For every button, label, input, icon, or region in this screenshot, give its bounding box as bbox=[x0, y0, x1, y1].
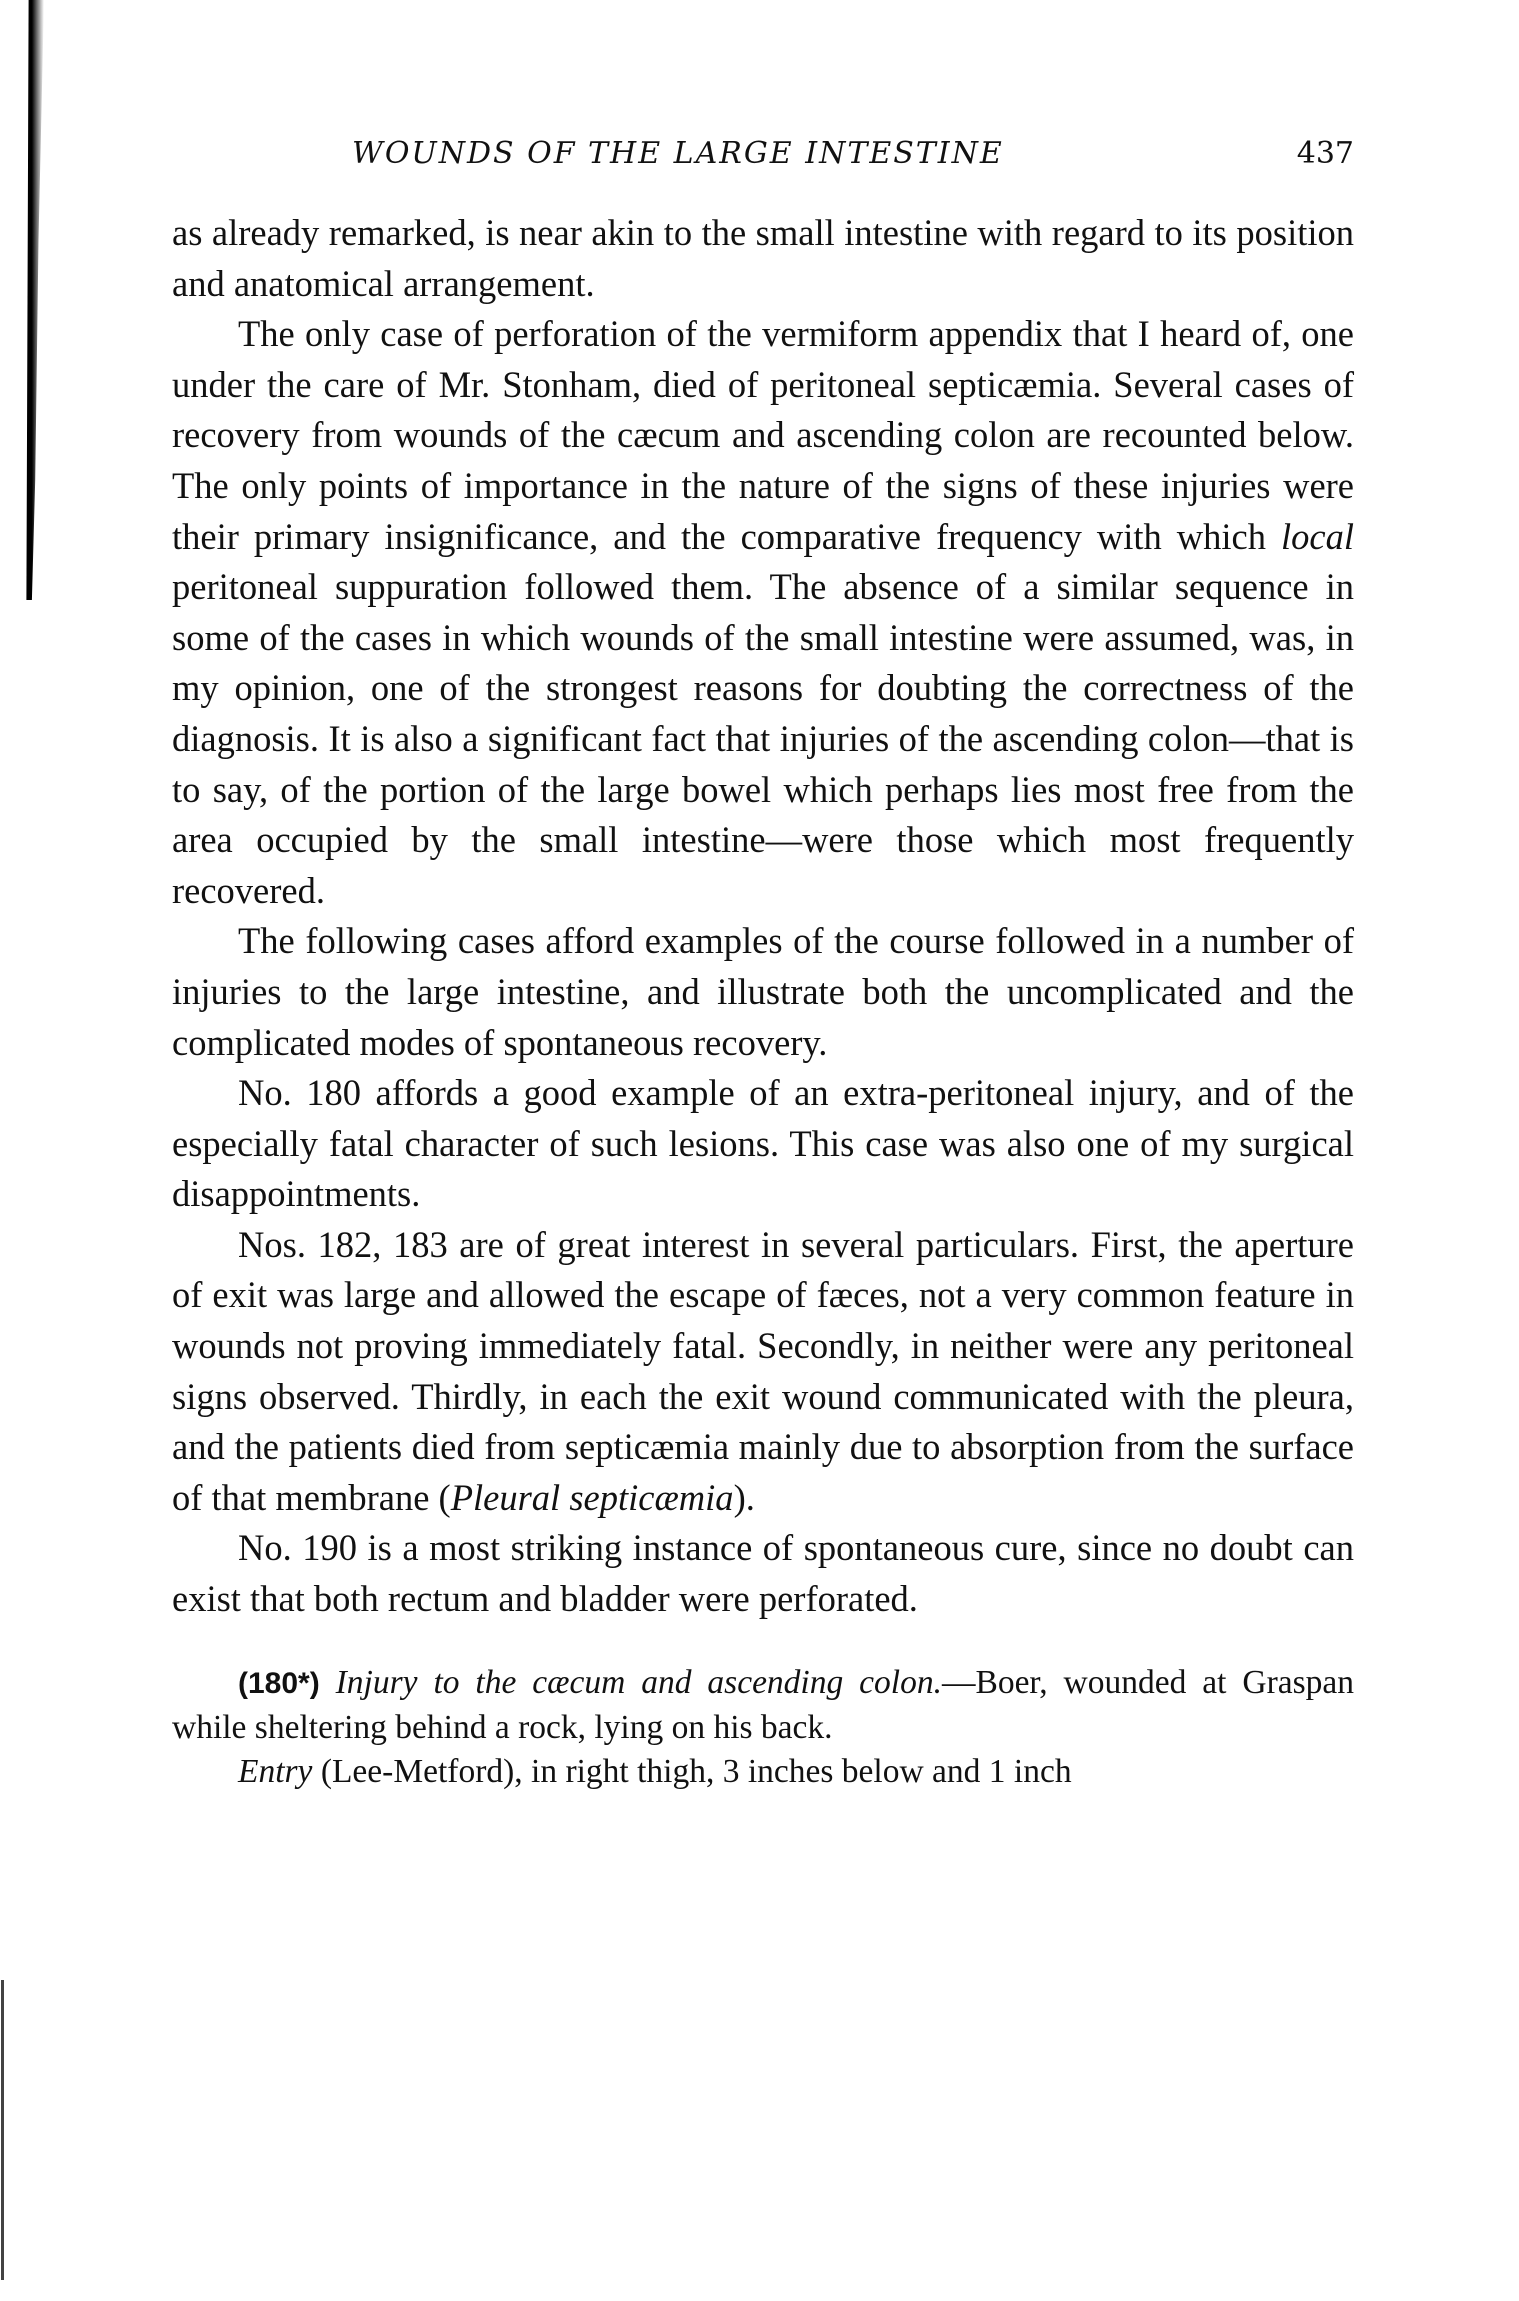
paragraph-no-190: No. 190 is a most striking instance of spontaneous cure, since no doubt can exist that both rectum and bladder were perforated. bbox=[172, 1527, 1354, 1620]
running-header bbox=[172, 120, 1354, 184]
case-number: (180*) bbox=[238, 1666, 320, 1700]
paragraph-following-cases: The following cases afford examples of the course followed in a number of injuries to the large intestine, and illustrate both the uncomplicated and the complicated modes of spontaneous recovery. bbox=[172, 920, 1354, 1063]
case-180-block bbox=[172, 1661, 1354, 1794]
book-page bbox=[172, 120, 1354, 1794]
paragraph-no-180: No. 180 affords a good example of an extra-peritoneal injury, and of the especially fatal character of such lesions. This case was also one of my surgical disappointments. bbox=[172, 1072, 1354, 1215]
paragraph-text: ). bbox=[733, 1476, 755, 1518]
paragraph-appendix-cases bbox=[172, 309, 1354, 916]
paragraph-text: peritoneal suppuration followed them. The absence of a similar sequence in some of the cases in which wounds of the small intestine were assumed, was, in my opinion, one of the strongest reasons for doubting the correctness of the diagnosis. It is also a significant fact that injuries of the ascending colon—that is to say, of the portion of the large bowel which perhaps lies most free from the area occupied by the small intestine—were those which most frequently recovered. bbox=[172, 566, 1354, 911]
case-title: Injury to the cæcum and ascending colon. bbox=[335, 1663, 942, 1701]
case-180-heading bbox=[172, 1661, 1354, 1750]
running-title: WOUNDS OF THE LARGE INTESTINE bbox=[352, 136, 1004, 171]
page-number: 437 bbox=[1296, 136, 1354, 171]
entry-label: Entry bbox=[238, 1752, 313, 1790]
scan-binding-shadow bbox=[22, 0, 44, 600]
case-180-entry bbox=[172, 1750, 1354, 1794]
case-description: —Boer, wounded at Graspan while sheltering behind a rock, lying on his back. bbox=[172, 1663, 1355, 1746]
paragraph-text: Nos. 182, 183 are of great interest in several particulars. First, the aperture of exit was large and allowed the escape of fæces, not a very common feature in wounds not proving immediately fatal. Secondly, in neither were any peritoneal signs observed. Thirdly, in each the exit wound communicated with the pleura, and the patients died from septicæmia mainly due to absorption from the surface of that membrane ( bbox=[172, 1223, 1354, 1518]
paragraph-text: The only case of perforation of the vermiform appendix that I heard of, one under the care of Mr. Stonham, died of peritoneal septicæmia. Several cases of recovery from wounds of the cæcum and ascending colon are recounted below. The only points of importance in the nature of the signs of these injuries were their primary insignificance, and the comparative frequency with which bbox=[172, 313, 1354, 557]
entry-text: (Lee-Metford), in right thigh, 3 inches below and 1 inch bbox=[312, 1752, 1072, 1790]
body-text bbox=[172, 208, 1354, 1625]
paragraph-continuation: as already remarked, is near akin to the small intestine with regard to its position and anatomical arrangement. bbox=[172, 212, 1354, 304]
scan-edge-line bbox=[1, 1980, 4, 2280]
paragraph-nos-182-183 bbox=[172, 1220, 1354, 1524]
emphasis-pleural-septicaemia: Pleural septicæmia bbox=[450, 1476, 734, 1518]
emphasis-local: local bbox=[1281, 515, 1354, 557]
